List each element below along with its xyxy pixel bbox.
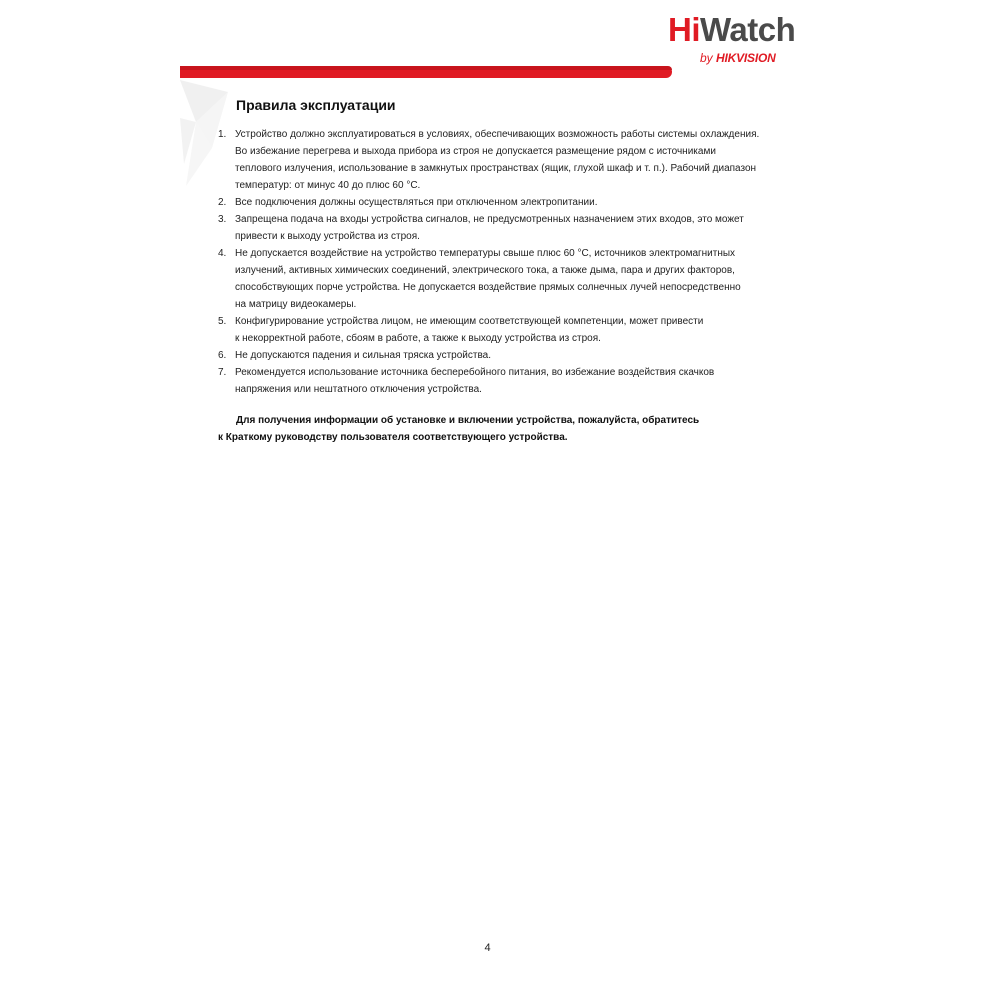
list-item [218, 313, 778, 347]
list-item [218, 126, 778, 194]
list-item-number: 5. [218, 316, 227, 327]
list-item-text: Конфигурирование устройства лицом, не имеющим соответствующей компетенции, может привести к некорректной работе, сбоям в работе, а также к выходу устройства из строя. [235, 316, 704, 344]
hiwatch-logo [668, 10, 808, 70]
list-item [218, 364, 778, 398]
list-item-number: 6. [218, 350, 227, 361]
section-title: Правила эксплуатации [236, 97, 396, 113]
header-red-bar [180, 66, 672, 78]
list-item-number: 4. [218, 248, 227, 259]
footer-note [218, 412, 778, 446]
logo-watch: Watch [700, 11, 796, 48]
logo-by-word: by [700, 51, 713, 65]
logo-hikvision: HIKVISION [716, 51, 776, 65]
list-item-text: Все подключения должны осуществляться при отключенном электропитании. [235, 197, 598, 208]
list-item [218, 194, 778, 211]
list-item [218, 245, 778, 313]
page-number: 4 [484, 942, 491, 954]
footer-note-line-1: Для получения информации об установке и включении устройства, пожалуйста, обратитесь [236, 415, 700, 426]
logo-hi: Hi [668, 11, 700, 48]
logo-wordmark [668, 10, 795, 50]
list-item [218, 211, 778, 245]
list-item-number: 1. [218, 129, 227, 140]
list-item-text: Не допускаются падения и сильная тряска устройства. [235, 350, 491, 361]
main-content [218, 92, 778, 446]
list-item-text: Устройство должно эксплуатироваться в условиях, обеспечивающих возможность работы системы охлаждения. Во избежание перегрева и выхода прибора из строя не допускается размещение рядом с источниками теплового излучения, использование в замкнутых пространствах (ящик, глухой шкаф и т. п.). Рабочий диапазон температур: от минус 40 до плюс 60 °С. [235, 129, 760, 191]
list-item-number: 7. [218, 367, 227, 378]
footer-note-line-2: к Краткому руководству пользователя соответствующего устройства. [218, 432, 568, 443]
list-item-text: Не допускается воздействие на устройство температуры свыше плюс 60 °С, источников электромагнитных излучений, активных химических соединений, электрического тока, а также дыма, пара и других факторов, способствующих порче устройства. Не допускается воздействие прямых солнечных лучей непосредственно на матрицу видеокамеры. [235, 248, 741, 310]
rules-list [218, 126, 778, 398]
list-item [218, 347, 778, 364]
list-item-number: 3. [218, 214, 227, 225]
logo-byline [700, 50, 776, 66]
list-item-number: 2. [218, 197, 227, 208]
list-item-text: Рекомендуется использование источника бесперебойного питания, во избежание воздействия скачков напряжения или нештатного отключения устройства. [235, 367, 715, 395]
list-item-text: Запрещена подача на входы устройства сигналов, не предусмотренных назначением этих входов, это может привести к выходу устройства из строя. [235, 214, 744, 242]
